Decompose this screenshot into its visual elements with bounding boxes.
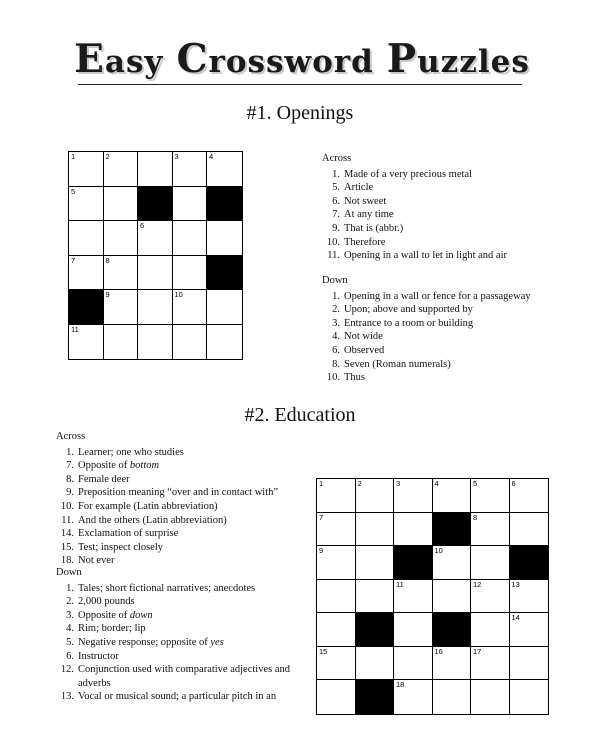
- clue-item: [56, 514, 318, 528]
- grid-cell-number: 5: [473, 479, 478, 488]
- clue-text: Rim; border; lip: [78, 623, 146, 635]
- clue-text: And the others (Latin abbreviation): [78, 514, 227, 526]
- grid-cell-blocked: [510, 546, 549, 580]
- grid-cell-number: 2: [105, 152, 110, 161]
- clue-item: [322, 290, 572, 304]
- title-word: rossword: [208, 44, 374, 80]
- clue-number: 12.: [60, 664, 74, 676]
- clues-1-down-label: Down: [322, 275, 348, 286]
- clue-item: [322, 303, 572, 317]
- clue-text: Observed: [344, 344, 385, 356]
- clue-number: 1.: [66, 446, 74, 458]
- clue-text-emphasis: bottom: [129, 460, 160, 472]
- clue-text: Entrance to a room or building: [344, 317, 474, 329]
- clue-number: 2.: [66, 596, 74, 608]
- grid-cell-number: 11: [71, 324, 79, 334]
- clue-item: [322, 317, 572, 331]
- clue-item: [56, 486, 318, 500]
- grid-cell[interactable]: [207, 152, 242, 187]
- grid-cell[interactable]: [69, 256, 104, 291]
- grid-cell-blocked: [207, 256, 242, 291]
- grid-cell-number: 8: [105, 255, 110, 265]
- clue-text: Thus: [344, 372, 365, 384]
- clue-text: Preposition meaning “over and in contact with”: [78, 487, 279, 499]
- grid-cell[interactable]: [69, 187, 104, 222]
- grid-cell-blocked: [433, 613, 472, 647]
- crossword-grid-2[interactable]: [316, 478, 549, 715]
- grid-cell[interactable]: [69, 152, 104, 187]
- title-drop-cap: C: [176, 36, 209, 82]
- grid-row: [317, 680, 548, 714]
- grid-cell-number: 3: [396, 479, 401, 488]
- clue-list: [56, 582, 324, 704]
- grid-cell-blocked: [356, 613, 395, 647]
- grid-cell-blocked: [356, 680, 395, 714]
- grid-cell[interactable]: [138, 221, 173, 256]
- grid-cell[interactable]: [173, 256, 208, 291]
- grid-cell-number: 10: [434, 546, 443, 555]
- grid-cell[interactable]: [471, 546, 510, 580]
- clue-number: 1.: [332, 290, 340, 302]
- clue-text: Not sweet: [344, 195, 387, 207]
- clue-text: Article: [344, 182, 374, 194]
- clue-text: Conjunction used with comparative adjectives and adverbs: [78, 664, 290, 689]
- grid-cell-number: 18: [396, 680, 405, 689]
- grid-row: [317, 580, 548, 614]
- grid-cell-number: 9: [319, 546, 324, 555]
- clue-text: That is (abbr.): [344, 222, 404, 234]
- clue-item: [322, 222, 572, 236]
- grid-cell[interactable]: [69, 325, 104, 360]
- grid-cell-number: 15: [319, 646, 328, 656]
- clue-text: Female deer: [78, 473, 130, 485]
- grid-cell-number: 17: [473, 646, 482, 656]
- clue-text: Vocal or musical sound; a particular pitch in an: [78, 691, 277, 703]
- grid-cell-number: 8: [473, 512, 478, 522]
- grid-cell-number: 16: [434, 646, 443, 656]
- grid-row: [69, 221, 242, 256]
- clue-number: 3.: [332, 317, 340, 329]
- clue-list: [322, 290, 572, 385]
- grid-cell-number: 1: [71, 152, 76, 161]
- document-title: [72, 36, 532, 82]
- clue-text: Instructor: [78, 650, 119, 662]
- clue-text: Exclamation of surprise: [78, 528, 179, 540]
- clue-number: 8.: [66, 473, 74, 485]
- grid-cell[interactable]: [394, 647, 433, 681]
- grid-cell[interactable]: [471, 580, 510, 614]
- grid-row: [317, 613, 548, 647]
- grid-cell[interactable]: [104, 256, 139, 291]
- clues-1-across-label: Across: [322, 153, 352, 164]
- grid-cell[interactable]: [510, 513, 549, 547]
- grid-cell[interactable]: [69, 221, 104, 256]
- grid-cell[interactable]: [173, 290, 208, 325]
- clue-item: [322, 330, 572, 344]
- grid-cell-number: 11: [396, 579, 404, 589]
- clue-text: Test; inspect closely: [78, 541, 163, 553]
- clue-number: 9.: [332, 222, 340, 234]
- clue-item: [322, 168, 572, 182]
- clue-text: Learner; one who studies: [78, 446, 184, 458]
- clues-2-down: [56, 566, 324, 704]
- grid-cell[interactable]: [394, 613, 433, 647]
- grid-cell[interactable]: [471, 479, 510, 513]
- clue-number: 18.: [60, 555, 74, 567]
- crossword-grid-1[interactable]: [68, 151, 243, 360]
- grid-cell[interactable]: [433, 580, 472, 614]
- clue-number: 13.: [60, 691, 74, 703]
- clue-number: 4.: [332, 331, 340, 343]
- grid-cell[interactable]: [104, 290, 139, 325]
- grid-cell[interactable]: [394, 479, 433, 513]
- grid-cell[interactable]: [471, 613, 510, 647]
- clue-item: [56, 595, 324, 609]
- clue-text: Not ever: [78, 555, 115, 567]
- clue-number: 1.: [66, 582, 74, 594]
- section-2-heading: #2. Education: [244, 404, 356, 426]
- clue-number: 5.: [332, 182, 340, 194]
- clues-1-down: [322, 274, 572, 385]
- clue-number: 6.: [332, 195, 340, 207]
- grid-cell[interactable]: [138, 152, 173, 187]
- grid-cell[interactable]: [433, 479, 472, 513]
- grid-cell-number: 9: [105, 290, 110, 299]
- grid-cell[interactable]: [173, 221, 208, 256]
- clue-text-emphasis: yes: [210, 636, 224, 648]
- clue-item: [56, 582, 324, 596]
- clue-item: [322, 371, 572, 385]
- grid-row: [317, 647, 548, 681]
- title-drop-cap: P: [386, 36, 418, 82]
- grid-cell-number: 7: [319, 512, 324, 522]
- grid-cell-number: 13: [511, 579, 520, 589]
- clue-item: [56, 541, 318, 555]
- grid-cell[interactable]: [394, 513, 433, 547]
- grid-cell-number: 10: [174, 290, 183, 299]
- clue-text: Opening in a wall or fence for a passageway: [344, 290, 531, 302]
- clues-1-across: [322, 152, 572, 263]
- clue-number: 7.: [332, 209, 340, 221]
- grid-cell[interactable]: [138, 290, 173, 325]
- clue-number: 10.: [60, 500, 74, 512]
- clue-number: 6.: [66, 650, 74, 662]
- grid-cell[interactable]: [104, 325, 139, 360]
- clue-text: Upon; above and supported by: [344, 304, 473, 316]
- clue-number: 5.: [66, 636, 74, 648]
- clue-text: Therefore: [344, 236, 386, 248]
- title-word: uzzles: [417, 44, 530, 80]
- clue-item: [322, 208, 572, 222]
- clue-text: Seven (Roman numerals): [344, 358, 451, 370]
- clue-number: 4.: [66, 623, 74, 635]
- clue-text: Tales; short fictional narratives; anecdotes: [78, 582, 256, 594]
- grid-cell-blocked: [207, 187, 242, 222]
- section-1-heading: #1. Openings: [246, 102, 354, 124]
- clue-item: [322, 236, 572, 250]
- clue-text: Negative response; opposite of: [78, 636, 211, 648]
- grid-row: [317, 546, 548, 580]
- grid-cell-blocked: [394, 546, 433, 580]
- grid-cell[interactable]: [173, 152, 208, 187]
- clue-number: 1.: [332, 168, 340, 180]
- grid-cell[interactable]: [356, 580, 395, 614]
- grid-cell-number: 3: [174, 152, 179, 161]
- clue-number: 11.: [327, 250, 340, 262]
- grid-cell[interactable]: [317, 513, 356, 547]
- clue-text: Not wide: [344, 331, 383, 343]
- clue-text: 2,000 pounds: [78, 596, 135, 608]
- grid-cell-number: 2: [357, 479, 362, 488]
- clue-number: 2.: [332, 304, 340, 316]
- clue-item: [56, 473, 318, 487]
- grid-cell[interactable]: [510, 647, 549, 681]
- grid-cell[interactable]: [471, 680, 510, 714]
- grid-cell-blocked: [138, 187, 173, 222]
- clue-number: 7.: [66, 460, 74, 472]
- grid-cell[interactable]: [433, 680, 472, 714]
- grid-cell[interactable]: [471, 513, 510, 547]
- clue-item: [56, 663, 324, 690]
- grid-cell[interactable]: [173, 187, 208, 222]
- grid-cell-number: 4: [209, 152, 214, 161]
- clues-2-down-label: Down: [56, 567, 82, 578]
- clue-list: [322, 168, 572, 263]
- grid-cell[interactable]: [356, 647, 395, 681]
- grid-row: [317, 479, 548, 513]
- clues-2-across-label: Across: [56, 431, 86, 442]
- grid-cell[interactable]: [207, 290, 242, 325]
- grid-cell-number: 14: [511, 613, 520, 622]
- document-title-text: [74, 36, 530, 82]
- clue-text: Opposite of: [78, 609, 130, 621]
- grid-cell[interactable]: [510, 613, 549, 647]
- clue-text: Made of a very precious metal: [344, 168, 472, 180]
- grid-row: [69, 290, 242, 325]
- grid-cell-blocked: [69, 290, 104, 325]
- clue-item: [322, 344, 572, 358]
- grid-cell[interactable]: [207, 325, 242, 360]
- grid-cell[interactable]: [471, 647, 510, 681]
- grid-cell-number: 1: [319, 479, 324, 488]
- clue-item: [56, 690, 324, 704]
- grid-cell[interactable]: [510, 580, 549, 614]
- clue-text: Opposite of: [78, 460, 130, 472]
- clue-text: At any time: [344, 209, 394, 221]
- title-divider: [78, 84, 522, 85]
- clue-item: [322, 249, 572, 263]
- clue-item: [56, 636, 324, 650]
- grid-cell-blocked: [433, 513, 472, 547]
- clue-number: 6.: [332, 344, 340, 356]
- clue-item: [56, 459, 318, 473]
- clue-number: 10.: [326, 372, 340, 384]
- grid-cell[interactable]: [104, 221, 139, 256]
- clue-item: [322, 195, 572, 209]
- grid-cell-number: 4: [434, 479, 439, 488]
- grid-cell[interactable]: [104, 152, 139, 187]
- clue-text: Opening in a wall to let in light and air: [344, 250, 508, 262]
- grid-row: [317, 513, 548, 547]
- grid-row: [69, 152, 242, 187]
- grid-cell-number: 6: [511, 479, 516, 488]
- clue-text-emphasis: down: [129, 609, 153, 621]
- grid-cell[interactable]: [104, 187, 139, 222]
- grid-cell[interactable]: [510, 479, 549, 513]
- grid-cell[interactable]: [394, 680, 433, 714]
- clue-item: [56, 446, 318, 460]
- clue-list: [56, 446, 318, 568]
- grid-cell[interactable]: [317, 479, 356, 513]
- clue-number: 15.: [60, 541, 74, 553]
- grid-row: [69, 325, 242, 360]
- clue-number: 9.: [66, 487, 74, 499]
- grid-row: [69, 256, 242, 291]
- grid-cell[interactable]: [510, 680, 549, 714]
- grid-cell[interactable]: [356, 546, 395, 580]
- title-drop-cap: E: [74, 36, 105, 82]
- grid-cell-number: 12: [473, 579, 482, 589]
- title-word: asy: [104, 44, 164, 80]
- clue-number: 10.: [326, 236, 340, 248]
- clue-text: For example (Latin abbreviation): [78, 500, 218, 512]
- clue-item: [56, 609, 324, 623]
- grid-cell-number: 5: [71, 186, 76, 196]
- grid-cell[interactable]: [433, 546, 472, 580]
- clue-number: 3.: [66, 609, 74, 621]
- grid-row: [69, 187, 242, 222]
- clue-number: 8.: [332, 358, 340, 370]
- clue-item: [56, 527, 318, 541]
- grid-cell[interactable]: [138, 256, 173, 291]
- grid-cell[interactable]: [356, 479, 395, 513]
- clue-number: 11.: [61, 514, 74, 526]
- grid-cell[interactable]: [433, 647, 472, 681]
- grid-cell[interactable]: [138, 325, 173, 360]
- grid-cell[interactable]: [356, 513, 395, 547]
- clue-item: [56, 622, 324, 636]
- clue-item: [322, 181, 572, 195]
- grid-cell-number: 7: [71, 255, 76, 265]
- clue-item: [56, 500, 318, 514]
- grid-cell-number: 6: [140, 221, 145, 230]
- clues-2-across: [56, 430, 318, 568]
- grid-cell[interactable]: [173, 325, 208, 360]
- clue-number: 14.: [60, 528, 74, 540]
- grid-cell[interactable]: [394, 580, 433, 614]
- grid-cell[interactable]: [207, 221, 242, 256]
- clue-item: [56, 650, 324, 664]
- clue-item: [322, 358, 572, 372]
